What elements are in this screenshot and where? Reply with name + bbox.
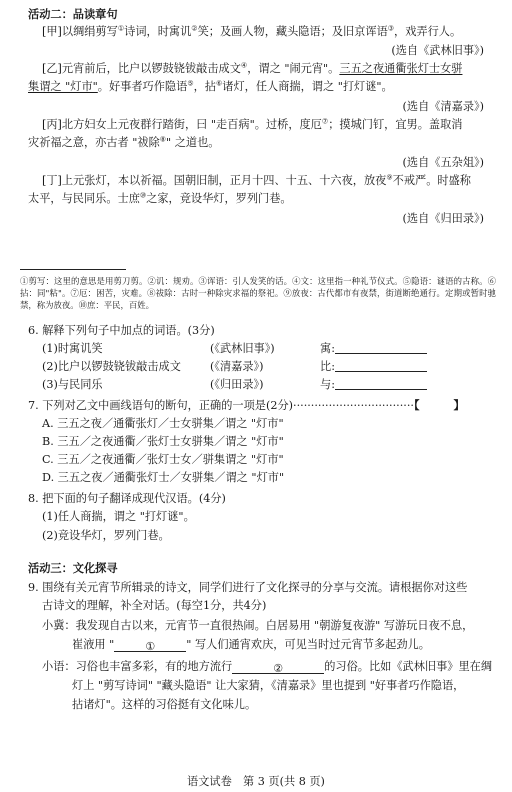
answer-blank xyxy=(335,341,427,354)
q6-item-3: (3)与民同乐 xyxy=(42,378,103,391)
q8-item-2: (2)竞设华灯，罗列门巷。 xyxy=(42,529,170,542)
page-footer: 语文试卷 第 3 页(共 8 页) xyxy=(187,775,325,788)
footnotes: ①剪写：这里的意思是用剪刀剪。②讥：规劝。③诨语：引人发笑的话。④文：这里指一种礼节仪式。⑤隐语：谜语的古称。⑥拈：同"粘"。⑦厄：困苦，灾难。⑧祓除：古时一种除灾求福的祭祀。⑨放夜：古代都市有夜禁，街道断绝通行。定期或暂时驰禁，称为放夜。⑩庶：平民，百姓。 xyxy=(20,276,496,310)
q6-item-3-book: (《归田录》) xyxy=(210,378,264,391)
passage-ding-line2: 太平，与民同乐。士庶⑩之家，竞设华灯，罗列门巷。 xyxy=(28,191,292,205)
q6-item-2-book: (《清嘉录》) xyxy=(210,360,264,373)
passage-bing-line1: [丙]北方妇女上元夜群行踏街，曰 "走百病"。过桥，度厄⑦；摸城门钉，宜男。盖取消 xyxy=(42,117,463,131)
fill-blank-1[interactable]: ① xyxy=(114,639,186,652)
section3-title: 活动三：文化探寻 xyxy=(28,562,118,575)
q6-stem: 6. 解释下列句子中加点的词语。(3分) xyxy=(28,324,215,337)
passage-yi-source: (选自《清嘉录》) xyxy=(402,100,484,113)
answer-blank xyxy=(335,377,427,390)
q7-option-c: C. 三五／之夜通衢／张灯士女／骈集谓之 "灯市" xyxy=(42,453,284,466)
q6-item-3-answer[interactable]: 与: xyxy=(320,377,427,392)
passage-ding-line1: [丁]上元张灯，本以祈福。国朝旧制，正月十四、十五、十六夜，放夜⑨不戒严。时盛称 xyxy=(42,173,471,187)
answer-blank xyxy=(335,359,427,372)
passage-yi-line2: 集谓之 "灯市"。好事者巧作隐语⑤，拈⑥诸灯，任人商揣，谓之 "打灯谜"。 xyxy=(28,79,393,93)
dialogue-xiaoyu-line1: 小语：习俗也丰富多彩，有的地方流行 ② 的习俗。比如《武林旧事》里在绸 xyxy=(42,660,493,675)
passage-bing-line2: 灾祈福之意，亦古者 "祓除⑧" 之道也。 xyxy=(28,135,220,149)
q7-option-b: B. 三五／之夜通衢／张灯士女骈集／谓之 "灯市" xyxy=(42,435,284,448)
section2-title: 活动二：品读章句 xyxy=(28,8,118,21)
q6-item-2-answer[interactable]: 比: xyxy=(320,359,427,374)
q6-item-2: (2)比户以锣鼓铙钹敲击成文 xyxy=(42,360,181,373)
dialogue-xiaoyu-line2: 灯上 "剪写诗词" "藏头隐语" 让大家猜，《清嘉录》里也提到 "好事者巧作隐语， xyxy=(72,679,465,692)
q8-stem: 8. 把下面的句子翻译成现代汉语。(4分) xyxy=(28,492,226,505)
dialogue-xiaoji-line1: 小冀：我发现自古以来，元宵节一直很热闹。白居易用 "朝游复夜游" 写游玩日夜不息， xyxy=(42,619,474,632)
q7-stem: 7. 下列对乙文中画线语句的断句，正确的一项是(2分)··································【 】 xyxy=(28,398,465,412)
dialogue-xiaoyu-line3: 拈诸灯"。这样的习俗挺有文化味儿。 xyxy=(72,698,257,711)
q8-item-1: (1)任人商揣，谓之 "打灯谜"。 xyxy=(42,510,195,523)
q9-stem-line2: 古诗文的理解，补全对话。(每空1分，共4分) xyxy=(42,599,267,612)
underlined-sentence-part2: 集谓之 "灯市" xyxy=(28,80,98,93)
passage-bing-source: (选自《五杂俎》) xyxy=(402,156,484,169)
fill-blank-2[interactable]: ② xyxy=(232,661,324,674)
passage-jia-line1: [甲]以绸绢剪写①诗词，时寓讥②笑；及画人物，藏头隐语；及旧京诨语③，戏弄行人。 xyxy=(42,24,462,38)
footnote-divider xyxy=(20,269,126,270)
q7-option-d: D. 三五之夜／通衢张灯士／女骈集／谓之 "灯市" xyxy=(42,471,285,484)
q6-item-1-answer[interactable]: 寓: xyxy=(320,341,427,356)
q9-stem-line1: 9. 围绕有关元宵节所辑录的诗文，同学们进行了文化探寻的分享与交流。请根据你对这些 xyxy=(28,581,468,594)
passage-jia-source: (选自《武林旧事》) xyxy=(391,44,484,57)
dialogue-xiaoji-line2: 崔液用 " ① " 写人们通宵欢庆，可见当时过元宵节多起劲儿。 xyxy=(72,638,430,653)
q6-item-1: (1)时寓讥笑 xyxy=(42,342,103,355)
q7-option-a: A. 三五之夜／通衢张灯／士女骈集／谓之 "灯市" xyxy=(42,417,284,430)
passage-ding-source: (选自《归田录》) xyxy=(402,212,484,225)
q6-item-1-book: (《武林旧事》) xyxy=(210,342,275,355)
passage-yi-line1: [乙]元宵前后，比户以锣鼓铙钹敲击成文④，谓之 "闹元宵"。三五之夜通衢张灯士女骈 xyxy=(42,61,463,75)
underlined-sentence-part1: 三五之夜通衢张灯士女骈 xyxy=(339,62,463,75)
